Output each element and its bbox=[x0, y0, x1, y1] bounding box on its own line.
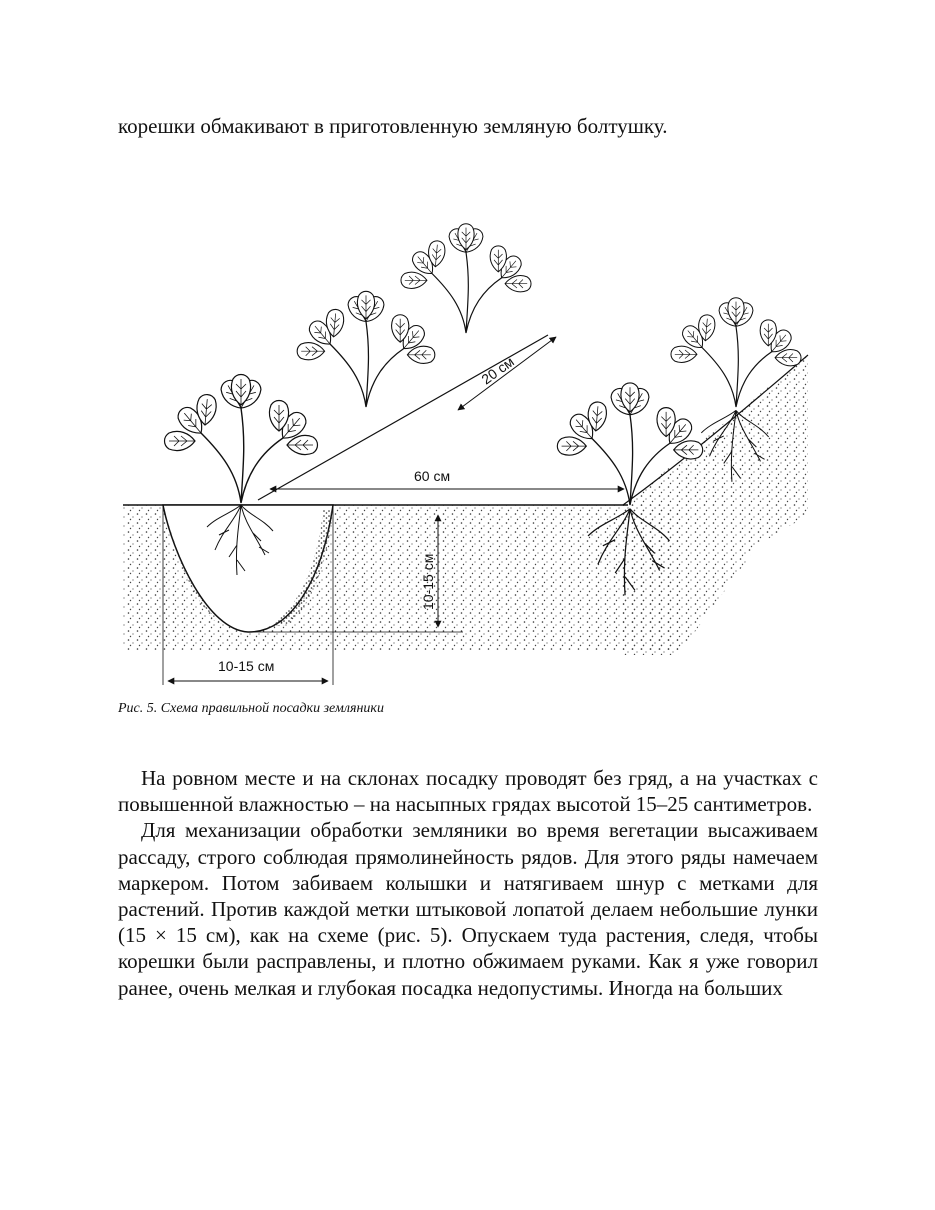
label-hole-depth: 10-15 см bbox=[420, 553, 436, 610]
label-row-spacing: 60 см bbox=[414, 468, 451, 484]
label-hole-width: 10-15 см bbox=[218, 658, 275, 674]
body-text bbox=[118, 765, 818, 1001]
plant-row-far bbox=[401, 224, 531, 333]
paragraph: На ровном месте и на склонах посадку проводят без гряд, а на участках с повышенной влажностью – на насыпных грядах высотой 15–25 сантиметров. bbox=[118, 766, 818, 817]
top-text-line: корешки обмакивают в приготовленную земляную болтушку. bbox=[118, 114, 668, 138]
planting-diagram bbox=[118, 215, 818, 695]
label-plant-spacing: 20 см bbox=[478, 353, 517, 388]
plant-row-middle bbox=[297, 291, 435, 407]
figure-caption: Рис. 5. Схема правильной посадки земляники bbox=[118, 701, 384, 716]
paragraph: Для механизации обработки земляники во время вегетации высаживаем рассаду, строго соблюдая прямолинейность рядов. Для этого ряды намечаем маркером. Потом забиваем колышки и натягиваем шнур с метками для растений. Против каждой метки штыковой лопатой делаем небольшие лунки (15 × 15 см), как на схеме (рис. 5). Опускаем туда растения, следя, чтобы корешки были расправлены, и плотно обжимаем руками. Как я уже говорил ранее, очень мелкая и глубокая посадка недопустимы. Иногда на больших bbox=[118, 818, 818, 1000]
